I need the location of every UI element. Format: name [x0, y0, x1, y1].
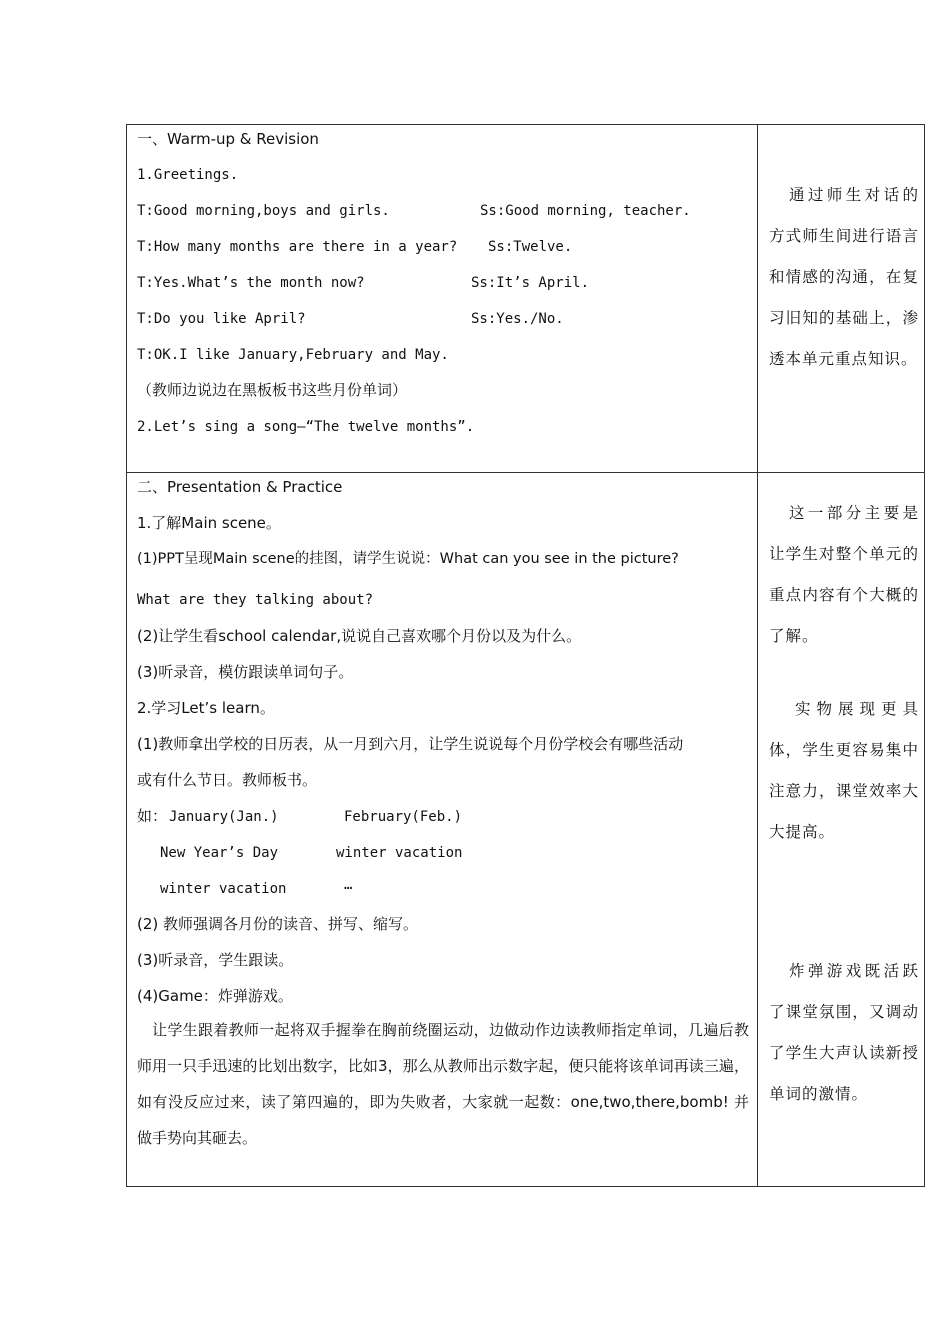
presentation-heading: 二、Presentation & Practice [137, 478, 343, 496]
greetings-title: 1.Greetings. [137, 167, 239, 183]
warmup-side-note: 通过师生对话的方式师生间进行语言和情感的沟通，在复习旧知的基础上，渗透本单元重点知识。 [769, 186, 919, 368]
warmup-row [127, 125, 924, 473]
dialog-teacher-1: T:Good morning,boys and girls. [137, 203, 390, 219]
dialog-students-4: Ss:Yes./No. [471, 311, 564, 327]
example-ellipsis: … [344, 877, 353, 893]
example-event-3: winter vacation [160, 881, 287, 897]
item-main-scene-1a: (1)PPT呈现Main scene的挂图，请学生说说：What can you see in the picture? [137, 551, 679, 567]
side-note-game: 炸弹游戏既活跃了课堂氛围，又调动了学生大声认读新授单词的激情。 [769, 962, 919, 1103]
item-lets-learn-3: (3)听录音，学生跟读。 [137, 951, 294, 969]
dialog-teacher-4: T:Do you like April? [137, 311, 306, 327]
presentation-content [127, 473, 757, 1186]
item-lets-learn: 2.学习Let’s learn。 [137, 699, 275, 717]
blackboard-note: （教师边说边在黑板板书这些月份单词） [137, 381, 408, 399]
game-description: 让学生跟着教师一起将双手握拳在胸前绕圈运动，边做动作边读教师指定单词，几遍后教师用一只手迅速的比划出数字，比如3，那么从教师出示数字起，便只能将该单词再读三遍，如有没反应过来，读了第四遍的，即为失败者，大家就一起数：one,two,there,bomb! 并做手势向其砸去。 [137, 1021, 749, 1147]
item-lets-learn-4: (4)Game：炸弹游戏。 [137, 987, 293, 1005]
item-main-scene-3: (3)听录音，模仿跟读单词句子。 [137, 663, 354, 681]
warmup-side-column [759, 125, 925, 472]
warmup-heading: 一、Warm-up & Revision [137, 130, 319, 148]
item-main-scene-2: (2)让学生看school calendar,说说自己喜欢哪个月份以及为什么。 [137, 627, 582, 645]
side-note-realia: 实物展现更具体，学生更容易集中注意力，课堂效率大大提高。 [769, 700, 919, 841]
example-prefix: 如： [137, 807, 168, 825]
example-month-2: February(Feb.) [344, 809, 463, 825]
item-main-scene-1b: What are they talking about? [137, 592, 374, 608]
warmup-content [127, 125, 757, 472]
song-line: 2.Let’s sing a song—“The twelve months”. [137, 419, 475, 435]
side-note-overview: 这一部分主要是让学生对整个单元的重点内容有个大概的了解。 [769, 504, 919, 645]
item-main-scene: 1.了解Main scene。 [137, 514, 281, 532]
item-lets-learn-2: (2) 教师强调各月份的读音、拼写、缩写。 [137, 915, 419, 933]
presentation-side-column [759, 473, 925, 1186]
example-event-1: New Year’s Day [160, 845, 279, 861]
dialog-teacher-2: T:How many months are there in a year? [137, 239, 458, 255]
column-divider [757, 125, 758, 472]
dialog-students-2: Ss:Twelve. [488, 239, 573, 255]
teacher-ok-line: T:OK.I like January,February and May. [137, 347, 449, 363]
example-event-2: winter vacation [336, 845, 463, 861]
example-month-1: January(Jan.) [169, 809, 279, 825]
dialog-students-1: Ss:Good morning, teacher. [480, 203, 691, 219]
item-lets-learn-1b: 或有什么节日。教师板书。 [137, 771, 318, 789]
item-lets-learn-1a: (1)教师拿出学校的日历表，从一月到六月，让学生说说每个月份学校会有哪些活动 [137, 735, 684, 753]
presentation-row [127, 473, 924, 1186]
column-divider [757, 473, 758, 1186]
dialog-students-3: Ss:It’s April. [471, 275, 590, 291]
dialog-teacher-3: T:Yes.What’s the month now? [137, 275, 365, 291]
lesson-plan-table [126, 124, 925, 1187]
